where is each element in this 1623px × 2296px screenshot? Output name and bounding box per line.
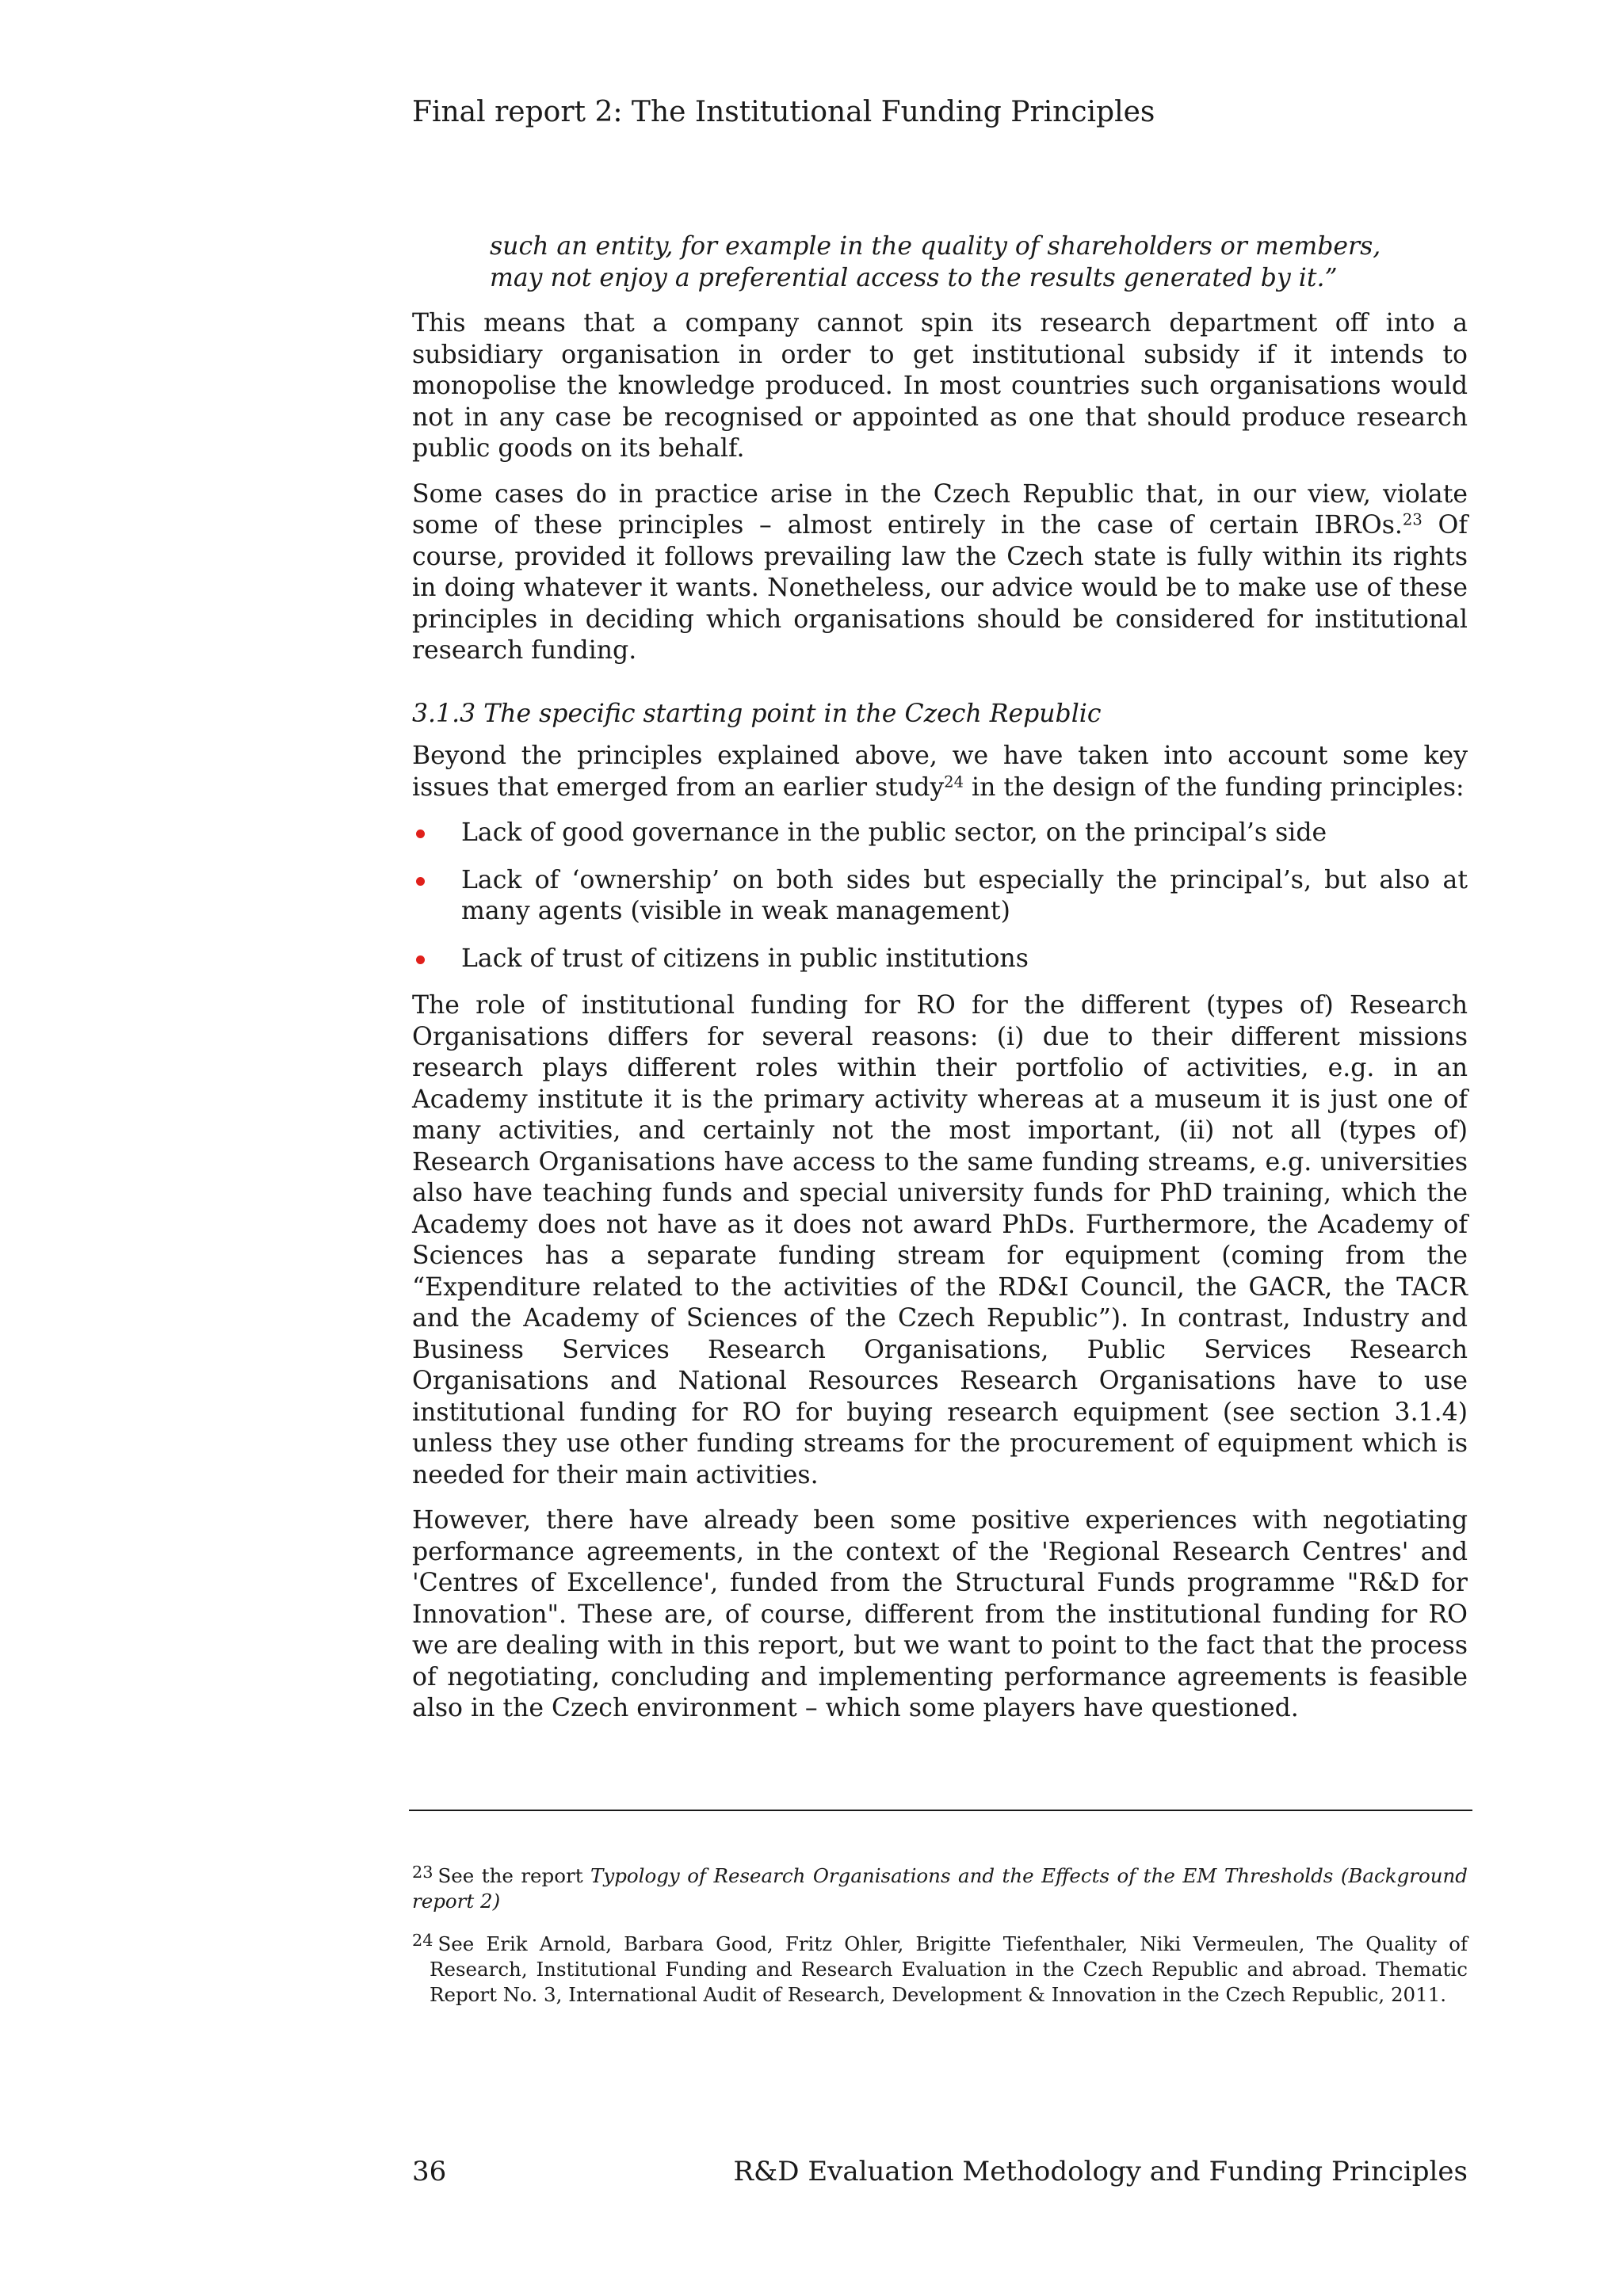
footer-title: R&D Evaluation Methodology and Funding Principles bbox=[733, 2156, 1468, 2187]
footnote-text: See the report bbox=[437, 1864, 591, 1887]
list-item-text: Lack of ‘ownership’ on both sides but especially the principal’s, but also at many agents (visible in weak management) bbox=[461, 865, 1468, 925]
footnote-number: 23 bbox=[412, 1862, 433, 1882]
footnote-23 bbox=[412, 1863, 1468, 1914]
paragraph-text: Some cases do in practice arise in the Czech Republic that, in our view, violate some of these principles – almost entirely in the case of certain IBROs. bbox=[412, 479, 1468, 540]
quote-line: may not enjoy a preferential access to the results generated by it.” bbox=[490, 263, 1338, 292]
footnote-number: 24 bbox=[412, 1930, 433, 1950]
bullet-icon bbox=[416, 955, 425, 964]
list-item bbox=[412, 865, 1468, 928]
quote-line: such an entity, for example in the quality of shareholders or members, bbox=[490, 232, 1381, 261]
footnotes bbox=[412, 1863, 1468, 2025]
footnote-ref-24[interactable]: 24 bbox=[944, 772, 964, 791]
paragraph-text: Of course, provided it follows prevailing law the Czech state is fully within its rights in doing whatever it wants. Nonetheless, our advice would be to make use of these principles in deciding which organisations should be considered for institutional research funding. bbox=[412, 511, 1468, 665]
paragraph: However, there have already been some positive experiences with negotiating performance agreements, in the context of the 'Regional Research Centres' and 'Centres of Excellence', funded from the Structural Funds programme "R&D for Innovation". These are, of course, different from the institutional funding for RO we are dealing with in this report, but we want to point to the fact that the process of negotiating, concluding and implementing performance agreements is feasible also in the Czech environment – which some players have questioned. bbox=[412, 1506, 1468, 1722]
paragraph: The role of institutional funding for RO for the different (types of) Research Organisations differs for several reasons: (i) due to their different missions research plays different roles within their portfolio of activities, e.g. in an Academy institute it is the primary activity whereas at a museum it is just one of many activities, and certainly not the most important, (ii) not all (types of) Research Organisations have access to the same funding streams, e.g. universities also have teaching funds and special university funds for PhD training, which the Academy does not have as it does not award PhDs. Furthermore, the Academy of Sciences has a separate funding stream for equipment (coming from the “Expenditure related to the activities of the RD&I Council, the GACR, the TACR and the Academy of Sciences of the Czech Republic”). In contrast, Industry and Business Services Research Organisations, Public Services Research Organisations and National Resources Research Organisations have to use institutional funding for RO for buying research equipment (see section 3.1.4) unless they use other funding streams for the procurement of equipment which is needed for their main activities. bbox=[412, 991, 1468, 1489]
list-item bbox=[412, 944, 1468, 975]
footnote-ref-23[interactable]: 23 bbox=[1402, 510, 1423, 529]
paragraph bbox=[412, 741, 1468, 803]
footnote-text: See Erik Arnold, Barbara Good, Fritz Ohler, Brigitte Tiefenthaler, Niki Vermeulen, The Quality of Research, Institutional Funding and Research Evaluation in the Czech Republic and abroad. Thematic Report No. 3, International Audit of Research, Development & Innovation in the Czech Republic, 2011. bbox=[430, 1932, 1468, 2006]
section-heading: 3.1.3 The specific starting point in the Czech Republic bbox=[412, 699, 1102, 728]
paragraph bbox=[412, 479, 1468, 667]
list-item-text: Lack of good governance in the public sector, on the principal’s side bbox=[461, 818, 1327, 847]
paragraph-text: Beyond the principles explained above, we have taken into account some key issues that emerged from an earlier study bbox=[412, 742, 1468, 802]
running-header: Final report 2: The Institutional Funding Principles bbox=[412, 96, 1155, 128]
footnote-separator bbox=[409, 1810, 1472, 1811]
paragraph-text: in the design of the funding principles: bbox=[964, 772, 1465, 802]
bullet-icon bbox=[416, 877, 425, 886]
bullet-icon bbox=[416, 830, 425, 838]
list-item bbox=[412, 818, 1468, 849]
paragraph: This means that a company cannot spin its research department off into a subsidiary organisation in order to get institutional subsidy if it intends to monopolise the knowledge produced. In most countries such organisations would not in any case be recognised or appointed as one that should produce research public goods on its behalf. bbox=[412, 309, 1468, 463]
page-number: 36 bbox=[412, 2156, 447, 2187]
body-content bbox=[412, 231, 1468, 1739]
bullet-list bbox=[412, 818, 1468, 974]
footnote-report-title: Typology of Research Organisations and the Effects of the EM Thresholds (Background report 2) bbox=[412, 1864, 1468, 1913]
list-item-text: Lack of trust of citizens in public institutions bbox=[461, 944, 1029, 973]
footnote-24 bbox=[412, 1932, 1468, 2008]
block-quote bbox=[412, 231, 1468, 294]
